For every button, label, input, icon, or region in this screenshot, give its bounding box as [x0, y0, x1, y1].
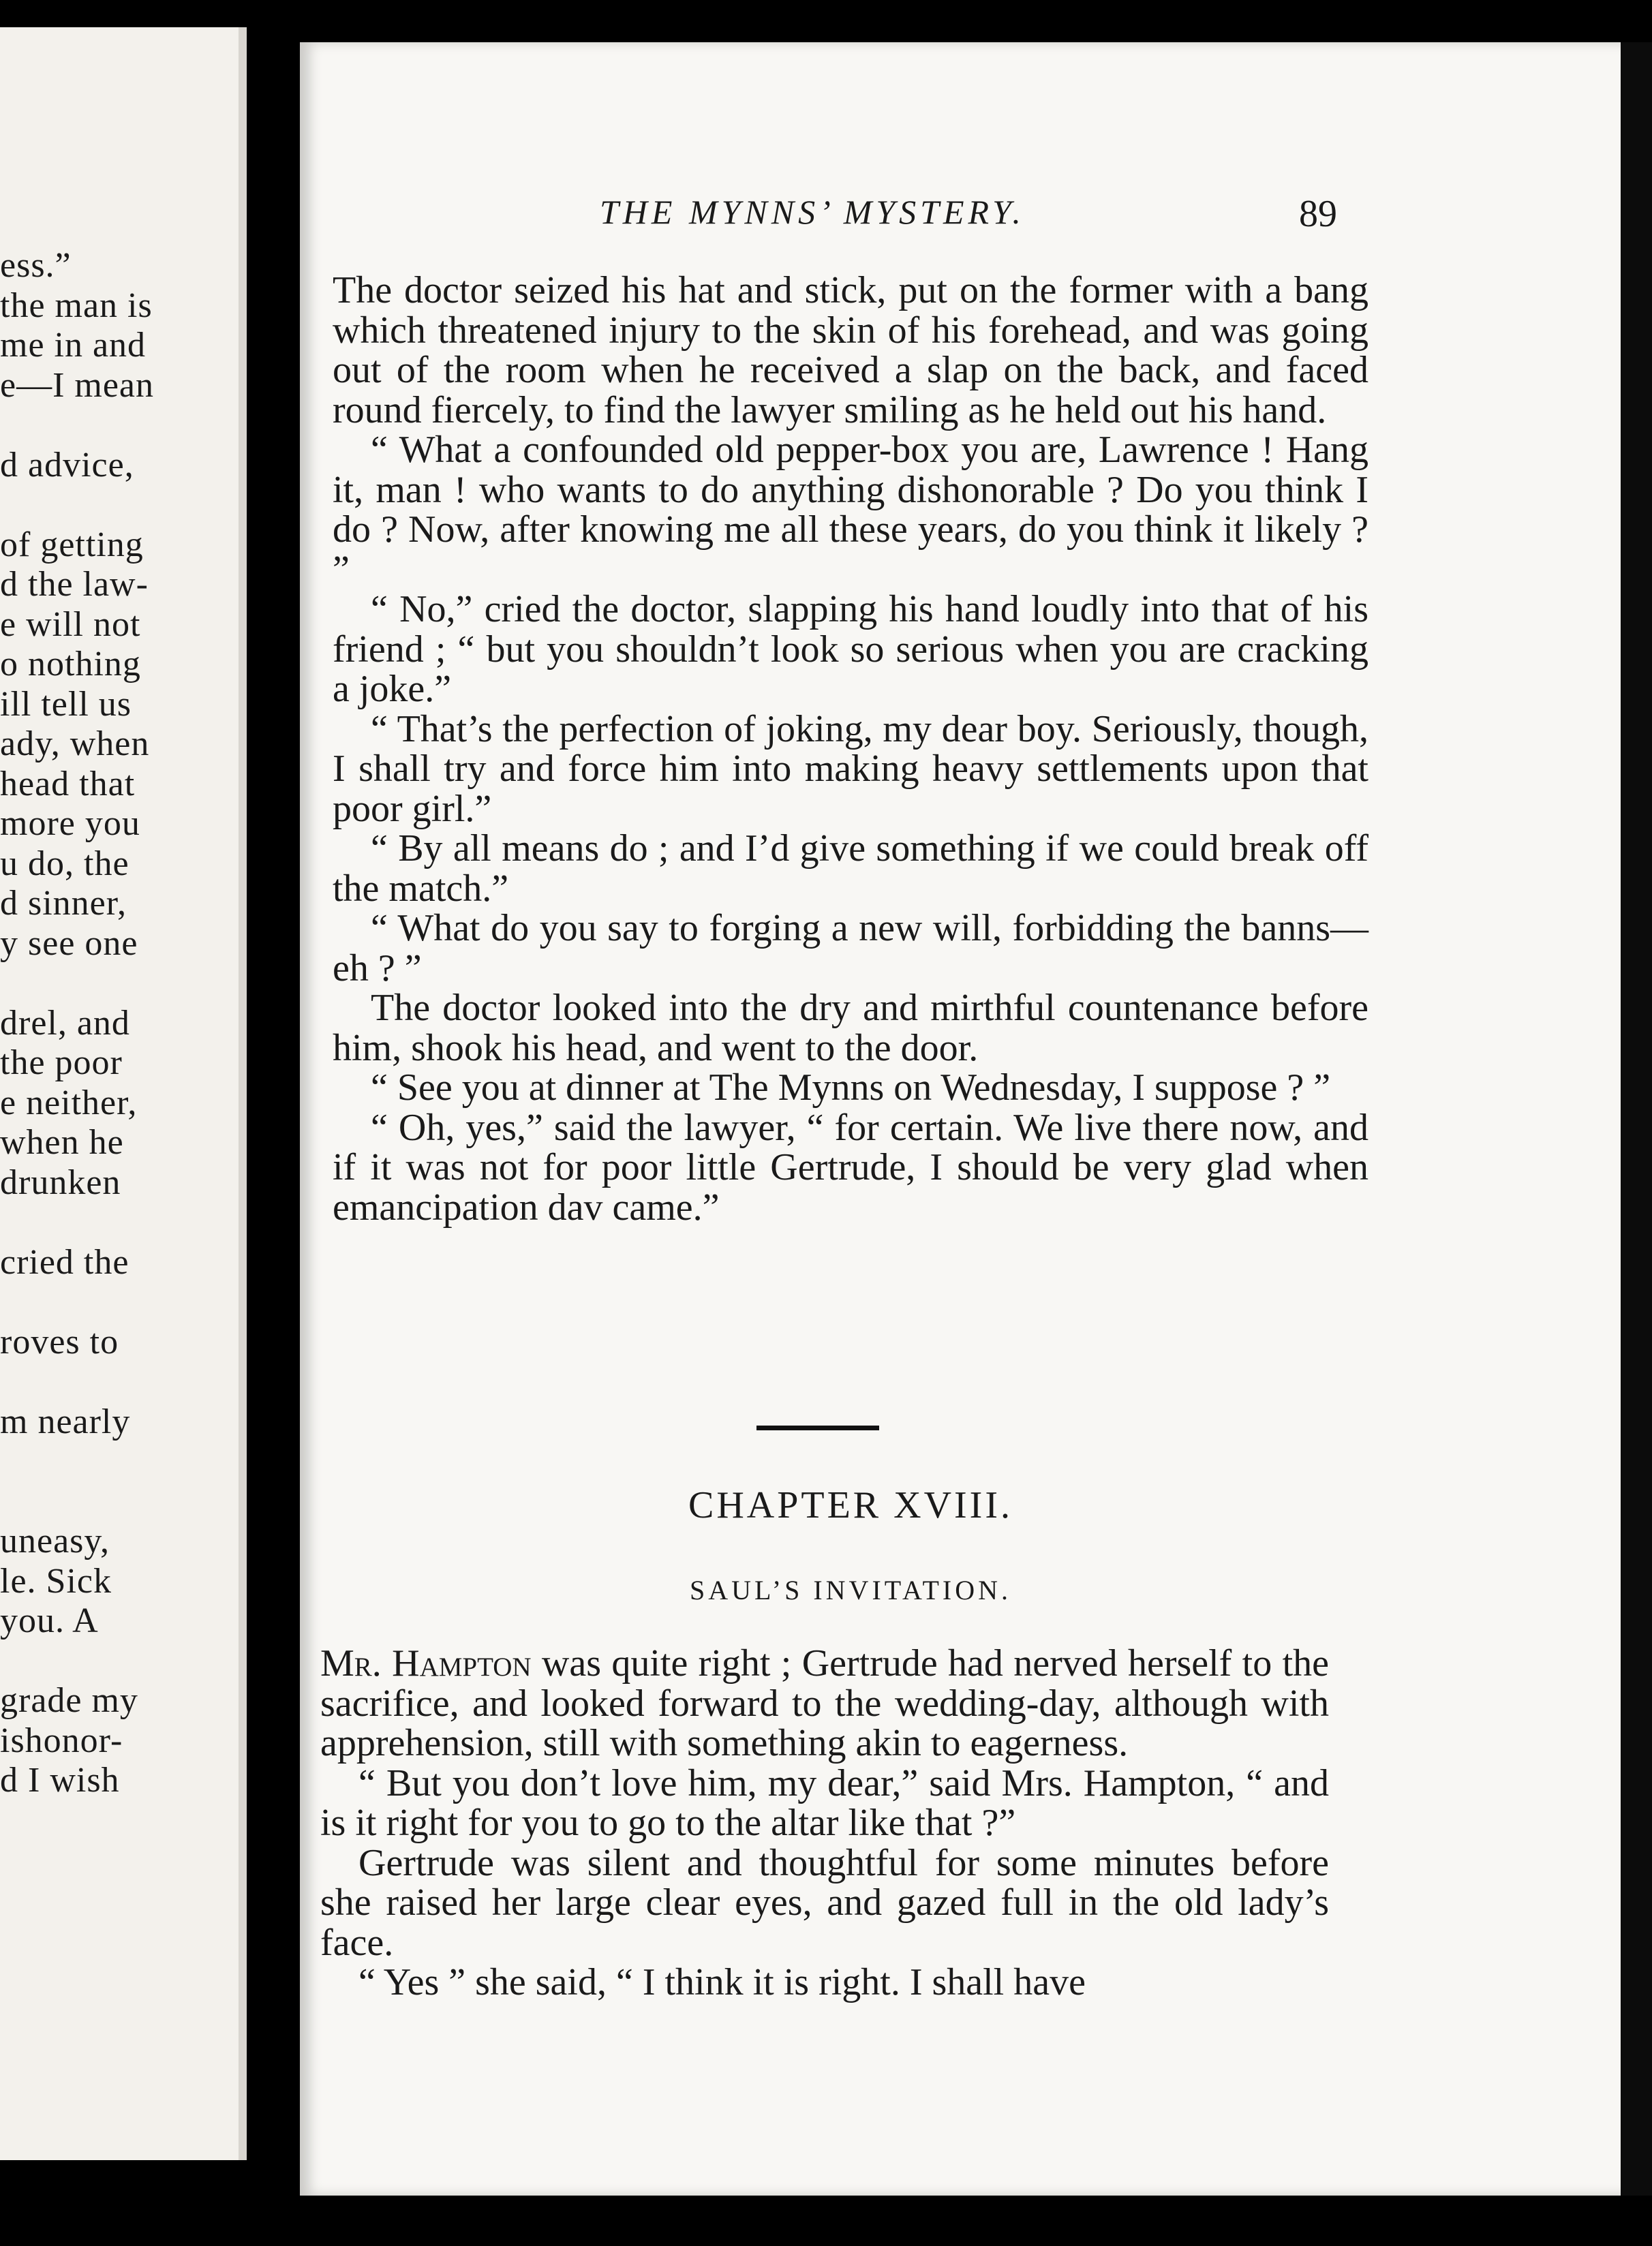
- book-page: [300, 42, 1622, 2196]
- paragraph: “ But you don’t love him, my dear,” said Mrs. Hampton, “ and is it right for you to go to the altar like that ?”: [320, 1762, 1329, 1844]
- left-page-line: e will not: [0, 604, 141, 644]
- paragraph: “ By all means do ; and I’d give something if we could break off the match.”: [333, 827, 1368, 910]
- left-page-line: you. A: [0, 1601, 99, 1640]
- left-page-line: of getting: [0, 525, 144, 564]
- section-divider-rule: [756, 1426, 879, 1430]
- left-page-line: ill tell us: [0, 684, 132, 724]
- left-page-line: d the law-: [0, 565, 149, 604]
- left-page-line: uneasy,: [0, 1522, 110, 1560]
- body-text-before-chapter: [333, 271, 1368, 1227]
- paragraph: “ What a confounded old pepper-box you are, Lawrence ! Hang it, man ! who wants to do anything dishonorable ? Do you think I do ? Now, after knowing me all these years, do you think it likely ? ”: [333, 429, 1368, 591]
- paragraph: “ Yes ” she said, “ I think it is right. I shall have: [358, 1961, 1086, 2003]
- left-page-line: the man is: [0, 286, 153, 325]
- chapter-subtitle: SAUL’S INVITATION.: [690, 1575, 1011, 1605]
- opening-small-caps: Mr. Hampton: [320, 1642, 532, 1684]
- left-page-line: drel, and: [0, 1003, 130, 1043]
- left-page-line: the poor: [0, 1043, 123, 1082]
- body-text-chapter: [320, 1644, 1329, 2003]
- left-page-line: cried the: [0, 1242, 129, 1282]
- scan-border: [0, 2208, 1652, 2246]
- left-page-line: drunken: [0, 1163, 121, 1202]
- paragraph: “ Oh, yes,” said the lawyer, “ for certain. We live there now, and if it was not for poor little Gertrude, I should be very glad when emancipation dav came.”: [333, 1106, 1368, 1229]
- opening-text: was quite right ; Gertrude had nerved herself to the sacrifice, and looked forward to the wedding-day, although with apprehension, still with something akin to eagerness.: [320, 1642, 1329, 1764]
- left-page-line: grade my: [0, 1681, 138, 1720]
- paragraph: The doctor seized his hat and stick, put on the former with a bang which threatened injury to the skin of his forehead, and was going out of the room when he received a slap on the back, and faced round fiercely, to find the lawyer smiling as he held out his hand.: [333, 269, 1368, 431]
- page-number: 89: [1299, 193, 1337, 235]
- left-page-line: le. Sick: [0, 1561, 112, 1601]
- left-page-line: ishonor-: [0, 1721, 123, 1760]
- left-page-line: ady, when: [0, 724, 150, 763]
- paragraph: Gertrude was silent and thoughtful for some minutes before she raised her large clear eyes, and gazed full in the old lady’s face.: [320, 1841, 1329, 1964]
- opening-paragraph: [320, 1644, 1329, 1764]
- left-page-line: o nothing: [0, 645, 141, 683]
- paragraph: “ No,” cried the doctor, slapping his hand loudly into that of his friend ; “ but you shouldn’t look so serious when you are cracking a joke.”: [333, 588, 1368, 710]
- previous-page-fragment: [0, 27, 247, 2160]
- left-page-line: ess.”: [0, 246, 72, 285]
- left-page-line: y see one: [0, 923, 138, 963]
- left-page-line: e—I mean: [0, 365, 155, 405]
- left-page-line: d sinner,: [0, 884, 127, 923]
- left-page-line: me in and: [0, 326, 147, 365]
- page-header: [300, 192, 1622, 253]
- left-page-line: u do, the: [0, 844, 129, 883]
- left-page-line: roves to: [0, 1322, 119, 1362]
- left-page-line: d I wish: [0, 1761, 120, 1800]
- page-edge-shadow: [1621, 42, 1652, 2196]
- left-page-line: e neither,: [0, 1083, 138, 1122]
- paragraph: “ See you at dinner at The Mynns on Wednesday, I suppose ? ”: [371, 1066, 1331, 1109]
- left-page-line: when he: [0, 1123, 124, 1162]
- left-page-line: head that: [0, 764, 136, 803]
- left-page-line: more you: [0, 804, 140, 843]
- paragraph: “ That’s the perfection of joking, my dear boy. Seriously, though, I shall try and force him into making heavy settlements upon that poor girl.”: [333, 707, 1368, 830]
- left-page-line: m nearly: [0, 1402, 131, 1441]
- paragraph: The doctor looked into the dry and mirthful countenance before him, shook his head, and went to the door.: [333, 987, 1368, 1069]
- chapter-title: CHAPTER XVIII.: [688, 1484, 1013, 1526]
- paragraph: “ What do you say to forging a new will, forbidding the banns—eh ? ”: [333, 907, 1368, 989]
- left-page-line: d advice,: [0, 445, 134, 484]
- running-title: THE MYNNS’ MYSTERY.: [600, 193, 1025, 231]
